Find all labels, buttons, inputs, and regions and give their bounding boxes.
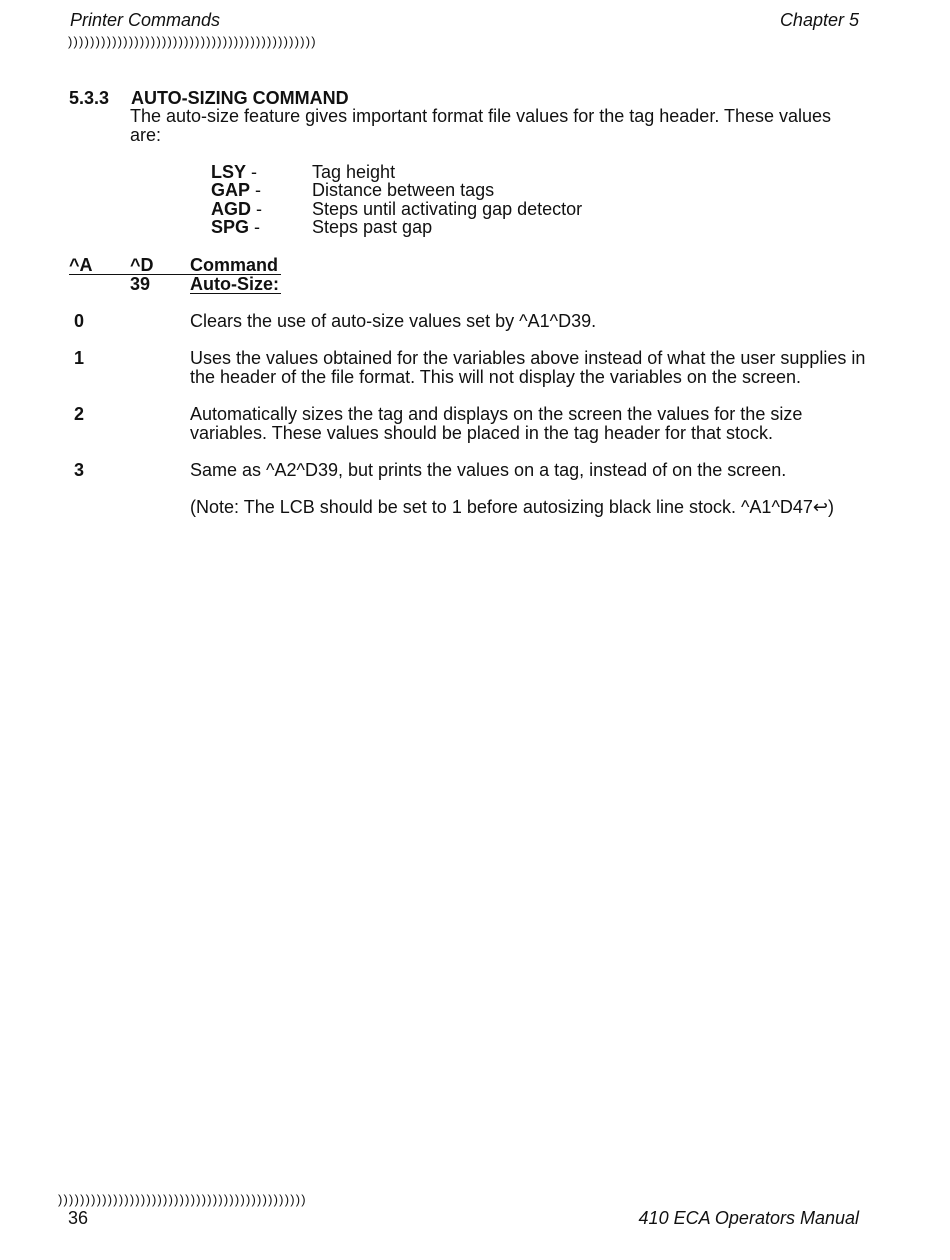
command-name: Auto-Size: xyxy=(190,274,279,294)
variable-code: LSY xyxy=(211,162,247,182)
row-a-value: 0 xyxy=(74,311,85,331)
running-header-right: Chapter 5 xyxy=(779,10,859,30)
header-decoration: ))))))))))))))))))))))))))))))))))))))))))))) xyxy=(68,34,317,49)
section-number: 5.3.3 xyxy=(69,88,110,108)
variable-description: Steps past gap xyxy=(312,217,433,237)
variable-code: AGD xyxy=(211,199,251,219)
row-description: Same as ^A2^D39, but prints the values on a tag, instead of on the screen. xyxy=(190,460,787,480)
row-a-value: 2 xyxy=(74,404,85,424)
variable-term xyxy=(211,181,261,200)
row-a-value: 3 xyxy=(74,460,85,480)
variable-term xyxy=(211,218,260,237)
variable-code: SPG xyxy=(211,217,250,237)
section-title: AUTO-SIZING COMMAND xyxy=(131,88,349,108)
column-header-a: ^A xyxy=(69,255,93,275)
column-header-d: ^D xyxy=(130,255,154,275)
variable-description: Distance between tags xyxy=(312,180,495,200)
variable-separator: - xyxy=(251,199,262,219)
variable-description: Tag height xyxy=(312,162,396,182)
row-description: Automatically sizes the tag and displays on the screen the values for the size variables. These values should be placed in the tag header for that stock. xyxy=(190,404,803,443)
variable-code: GAP xyxy=(211,180,251,200)
row-description: Uses the values obtained for the variables above instead of what the user supplies in the header of the file format. This will not display the variables on the screen. xyxy=(190,348,866,387)
variable-separator: - xyxy=(246,162,258,182)
command-d-value: 39 xyxy=(130,274,151,294)
variable-separator: - xyxy=(249,217,261,237)
variable-separator: - xyxy=(250,180,262,200)
section-intro: The auto-size feature gives important format file values for the tag header. These values are: xyxy=(130,106,832,145)
manual-title: 410 ECA Operators Manual xyxy=(638,1208,859,1228)
footer-decoration: ))))))))))))))))))))))))))))))))))))))))))))) xyxy=(58,1192,307,1207)
page-number: 36 xyxy=(68,1208,89,1228)
column-header-command: Command xyxy=(190,255,279,275)
autosize-note: (Note: The LCB should be set to 1 before autosizing black line stock. ^A1^D47↩) xyxy=(190,497,834,517)
row-description: Clears the use of auto-size values set by ^A1^D39. xyxy=(190,311,597,331)
variable-description: Steps until activating gap detector xyxy=(312,199,583,219)
command-name-underline xyxy=(190,293,281,294)
row-a-value: 1 xyxy=(74,348,85,368)
running-header-left: Printer Commands xyxy=(70,10,221,30)
